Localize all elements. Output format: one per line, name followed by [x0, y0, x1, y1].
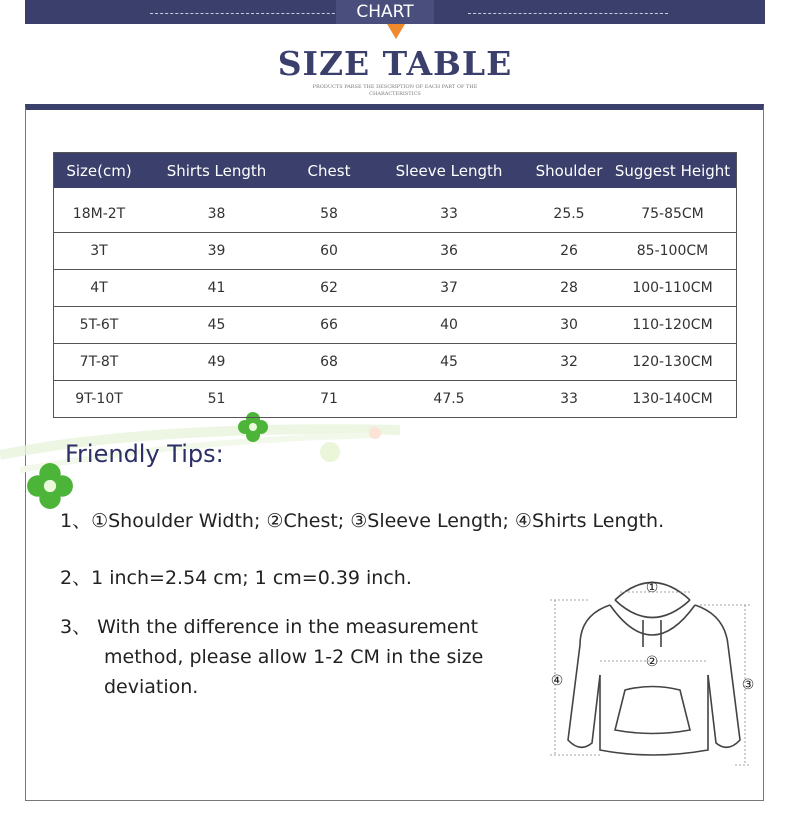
table-cell: 7T-8T — [79, 354, 119, 370]
table-cell: 62 — [320, 280, 338, 296]
hoodie-diagram — [540, 565, 770, 770]
table-cell: 25.5 — [553, 206, 585, 222]
table-cell: 4T — [90, 280, 108, 296]
table-row — [54, 343, 736, 380]
table-cell: 130-140CM — [632, 391, 713, 407]
table-cell: 66 — [320, 317, 338, 333]
table-cell: 36 — [440, 243, 458, 259]
table-cell: 18M-2T — [72, 206, 126, 222]
table-cell: 41 — [207, 280, 226, 296]
table-row — [54, 269, 736, 306]
tips-title: Friendly Tips: — [65, 440, 224, 468]
page-subtitle: PRODUCTS PARSE THE DESCRIPTION OF EACH PART OF THE CHARACTERISTICS — [312, 84, 478, 97]
tip-deviation-line: 3、 With the difference in the measurement — [60, 616, 479, 638]
table-cell: 32 — [560, 354, 578, 370]
table-cell: 75-85CM — [641, 206, 704, 222]
table-gap — [54, 188, 736, 196]
table-row — [54, 380, 736, 417]
banner-dash-right — [468, 13, 668, 14]
label-sleeve: ③ — [741, 677, 755, 693]
tip-deviation-line: deviation. — [104, 676, 199, 698]
table-header-cell: Chest — [307, 161, 351, 180]
table-cell: 47.5 — [433, 391, 465, 407]
table-header-cell: Size(cm) — [66, 161, 132, 180]
table-header-cell: Suggest Height — [614, 161, 731, 180]
table-cell: 120-130CM — [632, 354, 713, 370]
table-cell: 100-110CM — [632, 280, 713, 296]
table-body — [54, 196, 736, 417]
table-cell: 30 — [560, 317, 578, 333]
table-cell: 3T — [90, 243, 108, 259]
table-cell: 40 — [440, 317, 458, 333]
table-row — [54, 196, 736, 232]
chart-tab: CHART — [336, 0, 434, 24]
chart-arrow-icon — [387, 24, 405, 39]
table-cell: 85-100CM — [636, 243, 709, 259]
tip-measurements: 1、①Shoulder Width; ②Chest; ③Sleeve Length; ④Shirts Length. — [60, 510, 665, 532]
tip-deviation — [60, 612, 560, 702]
table-row — [54, 306, 736, 343]
tip-deviation-line: method, please allow 1-2 CM in the size — [104, 646, 484, 668]
table-cell: 71 — [320, 391, 338, 407]
table-cell: 45 — [207, 317, 226, 333]
label-length: ④ — [550, 673, 564, 689]
table-cell: 49 — [207, 354, 226, 370]
table-cell: 28 — [560, 280, 578, 296]
table-header-cell: Sleeve Length — [395, 161, 503, 180]
table-cell: 37 — [440, 280, 458, 296]
table-cell: 9T-10T — [75, 391, 123, 407]
table-cell: 68 — [320, 354, 338, 370]
table-cell: 5T-6T — [79, 317, 119, 333]
table-cell: 33 — [440, 206, 458, 222]
table-cell: 45 — [440, 354, 458, 370]
table-header-cell: Shirts Length — [166, 161, 267, 180]
page-title: SIZE TABLE — [277, 44, 513, 83]
label-chest: ② — [645, 654, 659, 670]
table-cell: 39 — [207, 243, 226, 259]
tip-conversion: 2、1 inch=2.54 cm; 1 cm=0.39 inch. — [60, 567, 412, 589]
table-cell: 60 — [320, 243, 338, 259]
table-header-row — [54, 153, 736, 188]
table-row — [54, 232, 736, 269]
table-cell: 26 — [560, 243, 578, 259]
table-cell: 110-120CM — [632, 317, 713, 333]
table-cell: 51 — [207, 391, 226, 407]
table-cell: 58 — [320, 206, 338, 222]
size-table — [53, 152, 737, 418]
table-header-cell: Shoulder — [535, 161, 603, 180]
banner-dash-left — [150, 13, 350, 14]
label-shoulder: ① — [645, 580, 659, 596]
table-cell: 38 — [207, 206, 226, 222]
table-cell: 33 — [560, 391, 578, 407]
